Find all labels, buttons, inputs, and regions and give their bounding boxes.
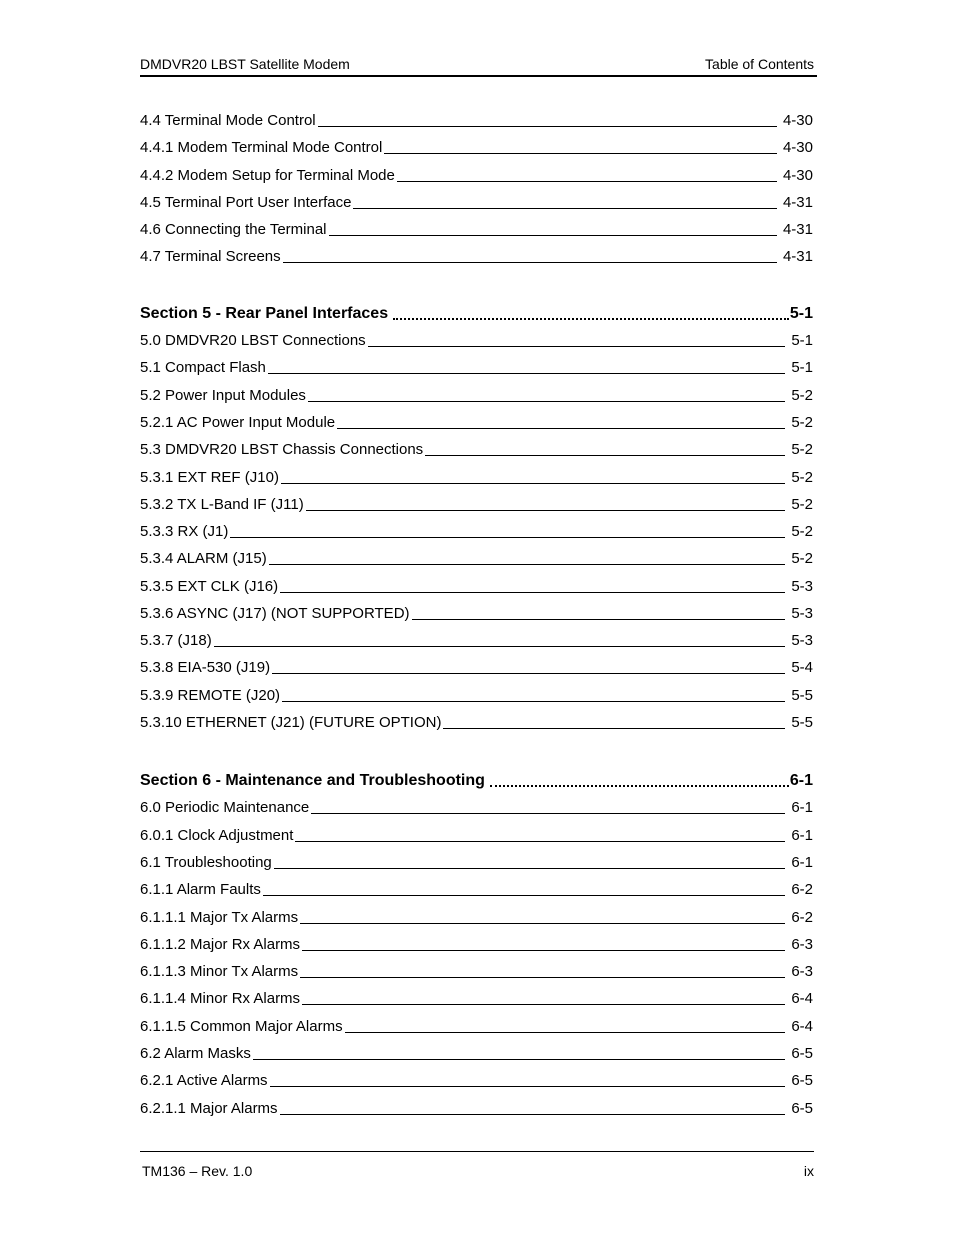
toc-entry-label: 5.3.6 ASYNC (J17) (NOT SUPPORTED) — [140, 605, 410, 622]
toc-leader — [272, 672, 785, 674]
toc-entry-page: 6-3 — [791, 963, 813, 980]
toc-entry-label: 5.3.5 EXT CLK (J16) — [140, 578, 279, 595]
toc-entry-label: 5.0 DMDVR20 LBST Connections — [140, 332, 366, 349]
toc-entry-label: 5.1 Compact Flash — [140, 359, 266, 376]
toc-leader — [280, 1113, 786, 1115]
toc-entry-page: 5-2 — [791, 441, 813, 458]
toc-entry-page: 4-30 — [782, 112, 813, 129]
toc-leader — [253, 1058, 785, 1060]
toc-leader — [368, 345, 786, 347]
toc-leader — [345, 1031, 786, 1033]
toc-entry-label: 4.4.1 Modem Terminal Mode Control — [140, 139, 383, 156]
toc-leader — [311, 812, 785, 814]
toc-leader — [280, 591, 785, 593]
toc-entry-label: 6.1.1.3 Minor Tx Alarms — [140, 963, 299, 980]
toc-entry[interactable] — [140, 330, 813, 350]
toc-entry[interactable] — [140, 521, 813, 541]
toc-entry-label: 5.3.8 EIA-530 (J19) — [140, 659, 271, 676]
toc-entry-page: 5-3 — [791, 605, 813, 622]
toc-entry-label: 6.1.1.2 Major Rx Alarms — [140, 936, 301, 953]
toc-entry[interactable] — [140, 219, 813, 239]
toc-entry[interactable] — [140, 548, 813, 568]
toc-entry-label: 5.3.1 EXT REF (J10) — [140, 469, 279, 486]
toc-entry-label: 5.3 DMDVR20 LBST Chassis Connections — [140, 441, 424, 458]
toc-entry-page: 4-31 — [782, 194, 813, 211]
toc-entry-page: 5-2 — [791, 387, 813, 404]
toc-entry[interactable] — [140, 357, 813, 377]
toc-leader — [263, 894, 785, 896]
toc-entry[interactable] — [140, 657, 813, 677]
toc-entry[interactable] — [140, 1070, 813, 1090]
toc-entry-label: 4.5 Terminal Port User Interface — [140, 194, 352, 211]
toc-entry-label: 5.3.10 ETHERNET (J21) (FUTURE OPTION) — [140, 714, 442, 731]
toc-entry-page: 6-5 — [791, 1100, 813, 1117]
toc-entry-page: 5-4 — [791, 659, 813, 676]
toc-section-heading[interactable] — [140, 769, 813, 791]
toc-entry[interactable] — [140, 852, 813, 872]
toc-leader — [384, 152, 777, 154]
toc-entry-page: 5-2 — [791, 414, 813, 431]
toc-entry[interactable] — [140, 630, 813, 650]
toc-entry-page: 5-5 — [791, 687, 813, 704]
toc-entry-label: 5.3.2 TX L-Band IF (J11) — [140, 496, 304, 513]
toc-entry-page: 5-3 — [791, 632, 813, 649]
page-header — [140, 55, 817, 77]
toc-entry[interactable] — [140, 439, 813, 459]
toc-entry-page: 5-1 — [791, 332, 813, 349]
toc-leader — [214, 645, 786, 647]
toc-entry[interactable] — [140, 467, 813, 487]
toc-leader — [281, 482, 785, 484]
section-heading-label: Section 6 - Maintenance and Troubleshooting — [140, 772, 485, 789]
toc-entry-page: 5-1 — [791, 359, 813, 376]
section-heading-label: Section 5 - Rear Panel Interfaces — [140, 305, 389, 322]
toc-entry[interactable] — [140, 412, 813, 432]
toc-entry-label: 6.1.1.5 Common Major Alarms — [140, 1018, 343, 1035]
toc-entry[interactable] — [140, 137, 813, 157]
toc-entry-label: 6.2 Alarm Masks — [140, 1045, 251, 1062]
toc-entry[interactable] — [140, 576, 813, 596]
toc-entry-page: 5-2 — [791, 550, 813, 567]
toc-section-heading[interactable] — [140, 302, 813, 324]
toc-leader — [425, 454, 785, 456]
toc-entry-label: 6.2.1 Active Alarms — [140, 1072, 268, 1089]
toc-entry-page: 6-5 — [791, 1045, 813, 1062]
toc-entry-label: 5.3.4 ALARM (J15) — [140, 550, 267, 567]
toc-entry-page: 4-30 — [782, 167, 813, 184]
page-footer — [140, 1151, 814, 1182]
toc-entry-page: 6-3 — [791, 936, 813, 953]
document-number: TM136 – Rev. 1.0 — [142, 1163, 253, 1179]
toc-leader — [353, 207, 776, 209]
toc-entry[interactable] — [140, 1043, 813, 1063]
toc-entry-label: 4.6 Connecting the Terminal — [140, 221, 327, 238]
toc-entry-page: 4-31 — [782, 248, 813, 265]
toc-entry-label: 5.2.1 AC Power Input Module — [140, 414, 336, 431]
toc-entry-label: 6.1.1 Alarm Faults — [140, 881, 261, 898]
toc-entry-page: 6-1 — [791, 827, 813, 844]
toc-entry[interactable] — [140, 110, 813, 130]
toc-entry[interactable] — [140, 988, 813, 1008]
toc-leader — [269, 563, 786, 565]
toc-entry[interactable] — [140, 797, 813, 817]
toc-entry-page: 6-2 — [791, 909, 813, 926]
toc-leader — [308, 400, 785, 402]
toc-entry-page: 6-1 — [791, 854, 813, 871]
toc-entry-label: 5.3.9 REMOTE (J20) — [140, 687, 281, 704]
toc-leader — [295, 840, 785, 842]
toc-dot-leader — [490, 783, 789, 787]
toc-entry-page: 4-30 — [782, 139, 813, 156]
section-heading-page: 5-1 — [789, 305, 813, 322]
toc-leader — [329, 234, 777, 236]
toc-entry[interactable] — [140, 165, 813, 185]
toc-entry[interactable] — [140, 1098, 813, 1118]
toc-leader — [412, 618, 786, 620]
toc-leader — [274, 867, 786, 869]
toc-leader — [443, 727, 785, 729]
toc-entry-page: 6-4 — [791, 1018, 813, 1035]
toc-entry-label: 4.4 Terminal Mode Control — [140, 112, 316, 129]
toc-leader — [270, 1085, 786, 1087]
toc-entry-page: 5-2 — [791, 469, 813, 486]
toc-entry-label: 6.1.1.1 Major Tx Alarms — [140, 909, 299, 926]
toc-leader — [318, 125, 777, 127]
toc-entry-label: 6.0.1 Clock Adjustment — [140, 827, 294, 844]
toc-entry-label: 6.0 Periodic Maintenance — [140, 799, 310, 816]
toc-entry-label: 4.7 Terminal Screens — [140, 248, 281, 265]
toc-entry[interactable] — [140, 246, 813, 266]
toc-entry-label: 6.1.1.4 Minor Rx Alarms — [140, 990, 301, 1007]
toc-leader — [302, 949, 785, 951]
toc-leader — [302, 1003, 785, 1005]
toc-leader — [300, 976, 785, 978]
toc-entry-label: 5.2 Power Input Modules — [140, 387, 306, 404]
toc-entry-page: 6-2 — [791, 881, 813, 898]
toc-entry-page: 5-2 — [791, 496, 813, 513]
toc-entry-page: 4-31 — [782, 221, 813, 238]
toc-leader — [283, 261, 777, 263]
toc-entry[interactable] — [140, 685, 813, 705]
toc-leader — [337, 427, 785, 429]
toc-entry-page: 6-5 — [791, 1072, 813, 1089]
toc-entry[interactable] — [140, 603, 813, 623]
toc-entry-page: 6-1 — [791, 799, 813, 816]
toc-entry[interactable] — [140, 1016, 813, 1036]
toc-entry-page: 5-5 — [791, 714, 813, 731]
toc-entry[interactable] — [140, 879, 813, 899]
section-title: Table of Contents — [705, 56, 814, 72]
toc-leader — [230, 536, 785, 538]
toc-entry[interactable] — [140, 934, 813, 954]
toc-entry[interactable] — [140, 385, 813, 405]
toc-entry[interactable] — [140, 961, 813, 981]
toc-leader — [397, 180, 777, 182]
toc-entry[interactable] — [140, 712, 813, 732]
toc-entry[interactable] — [140, 494, 813, 514]
toc-entry[interactable] — [140, 825, 813, 845]
toc-entry-page: 5-2 — [791, 523, 813, 540]
page-number: ix — [803, 1163, 814, 1179]
toc-entry[interactable] — [140, 907, 813, 927]
toc-entry-label: 4.4.2 Modem Setup for Terminal Mode — [140, 167, 395, 184]
toc-entry-page: 6-4 — [791, 990, 813, 1007]
toc-entry[interactable] — [140, 192, 813, 212]
toc-entry-label: 5.3.7 (J18) — [140, 632, 212, 649]
section-heading-page: 6-1 — [789, 772, 813, 789]
document-title: DMDVR20 LBST Satellite Modem — [140, 56, 350, 72]
toc-entry-page: 5-3 — [791, 578, 813, 595]
toc-entry-label: 6.1 Troubleshooting — [140, 854, 272, 871]
toc-leader — [268, 372, 785, 374]
toc-leader — [300, 922, 785, 924]
toc-entry-label: 5.3.3 RX (J1) — [140, 523, 229, 540]
toc-leader — [282, 700, 785, 702]
toc-entry-label: 6.2.1.1 Major Alarms — [140, 1100, 278, 1117]
toc-leader — [306, 509, 786, 511]
toc-dot-leader — [393, 316, 789, 320]
